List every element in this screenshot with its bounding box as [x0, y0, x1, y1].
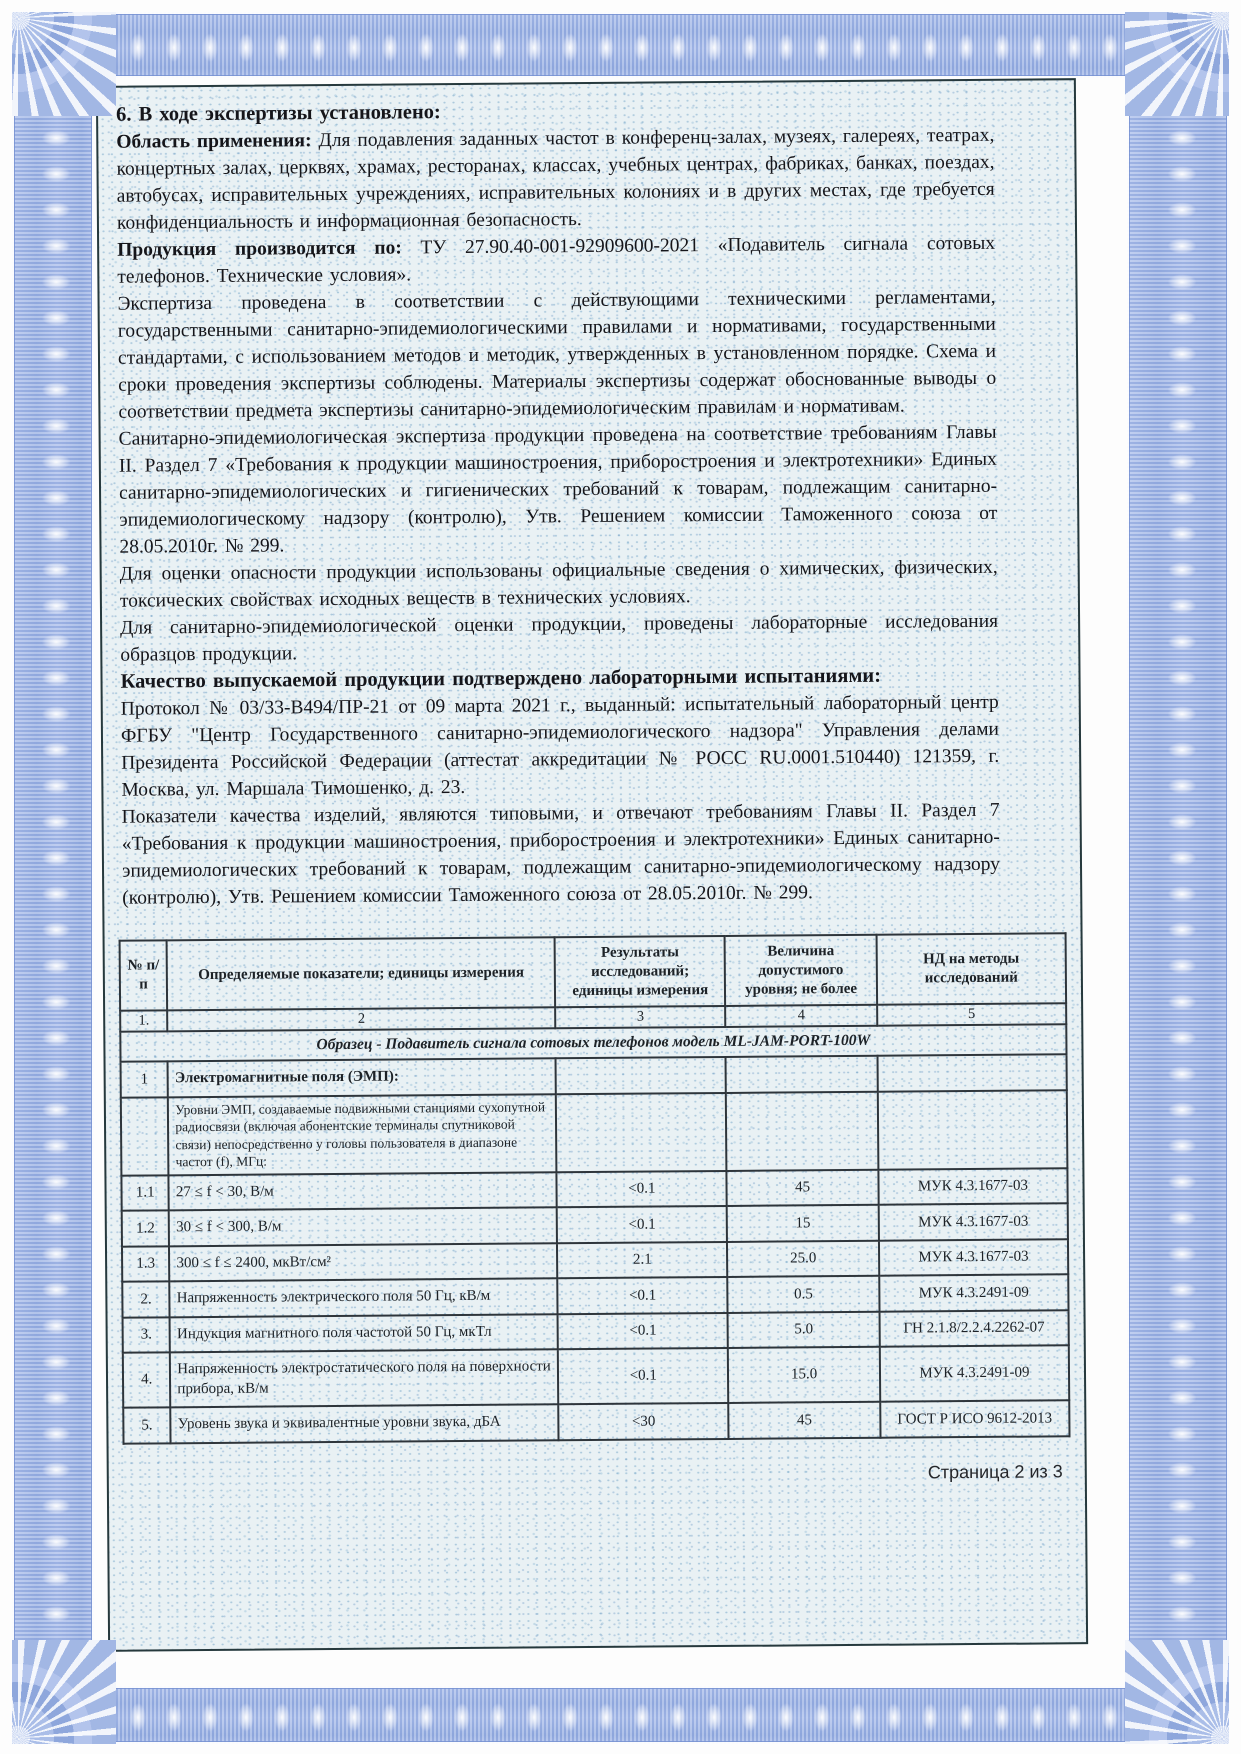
cell-indicator: Индукция магнитного поля частотой 50 Гц, мкТл [170, 1314, 558, 1353]
cell-result: <0.1 [558, 1313, 729, 1350]
column-header-num: № п/п [120, 940, 168, 1011]
results-table-wrap [104, 910, 1084, 1445]
cell-num: 3. [123, 1317, 171, 1353]
production-lead: Продукция производится по: [117, 237, 402, 261]
cell-nd [878, 1090, 1068, 1170]
cell-nd: ГН 2.1.8/2.2.4.2262-07 [879, 1310, 1068, 1347]
column-header-limit: Величина допустимого уровня; не более [725, 935, 877, 1006]
column-number: 2 [167, 1008, 555, 1032]
paragraph-quality-indicators: Показатели качества изделий, являются типовыми, и отвечают требованиям Главы II. Раздел 7 «Требования к продукции машиностроения, приборостроения и электротехники» Единых санитарно-эпидемиологических требований к товарам, подлежащим санитарно-эпидемиологическому надзору (контролю), Утв. Решением комиссии Таможенного союза от 28.05.2010г. № 299. [121, 799, 1001, 909]
page-number: Страница 2 из 3 [927, 1461, 1063, 1483]
column-header-nd: НД на методы исследований [876, 933, 1066, 1005]
column-number: 5 [877, 1004, 1066, 1026]
cell-indicator: Уровень звука и эквивалентные уровни звука, дБА [171, 1405, 559, 1444]
cell-nd [877, 1055, 1066, 1092]
cell-num: 2. [122, 1282, 170, 1318]
cell-num: 4. [123, 1353, 171, 1408]
guilloche-border-left [12, 12, 94, 1744]
expertise-text [98, 80, 1080, 918]
table-header-row [120, 933, 1067, 1011]
cell-nd: МУК 4.3.2491-09 [879, 1275, 1068, 1312]
cell-indicator: Уровни ЭМП, создаваемые подвижными станциями сухопутной радиосвязи (включая абонентские терминалы спутниковой связи) непосредственно у головы пользователя в диапазоне частот (f), МГц: [168, 1094, 556, 1175]
quality-heading: Качество выпускаемой продукции подтверждено лабораторными испытаниями: [120, 664, 882, 693]
cell-num: 1.2 [122, 1211, 170, 1247]
column-number: 1. [120, 1011, 167, 1032]
cell-result [556, 1057, 727, 1094]
paragraph-lab-research: Для санитарно-эпидемиологической оценки продукции, проведены лабораторные исследования образцов продукции. [120, 610, 999, 666]
cell-indicator: Напряженность электростатического поля на поверхности прибора, кВ/м [170, 1350, 558, 1408]
cell-result: <0.1 [557, 1277, 728, 1314]
paragraph-scope [116, 122, 995, 237]
guilloche-corner-ornament [12, 1640, 116, 1744]
cell-limit: 15 [727, 1205, 879, 1242]
cell-num: 1.3 [122, 1246, 170, 1282]
cell-limit: 0.5 [728, 1276, 880, 1313]
paragraph-hazard-assessment: Для оценки опасности продукции использованы официальные сведения о химических, физических, токсических свойствах исходных веществ в технических условиях. [119, 556, 998, 612]
guilloche-border-right [1127, 12, 1229, 1744]
table-row [121, 1090, 1068, 1176]
cell-limit: 45 [727, 1170, 879, 1207]
column-number: 3 [555, 1006, 725, 1028]
cell-nd: МУК 4.3.1677-03 [878, 1168, 1067, 1205]
cell-result: <30 [558, 1403, 729, 1440]
cell-nd: МУК 4.3.1677-03 [879, 1239, 1068, 1276]
paragraph-expertise-procedure: Экспертиза проведена в соответствии с действующими техническими регламентами, государственными санитарно-эпидемиологическими правилами и нормативами, государственными стандартами, с использованием методов и методик, утвержденных в установленном порядке. Схема и сроки проведения экспертизы соблюдены. Материалы экспертизы содержат обоснованные выводы о соответствии предмета экспертизы санитарно-эпидемиологическим правилам и нормативам. [117, 286, 997, 423]
guilloche-corner-ornament [1125, 1640, 1229, 1744]
cell-limit: 45 [729, 1402, 881, 1439]
cell-result: <0.1 [558, 1348, 729, 1404]
guilloche-corner-ornament [1125, 12, 1229, 116]
cell-num: 1 [121, 1062, 169, 1098]
cell-limit: 15.0 [728, 1347, 880, 1403]
document-content-block [96, 78, 1088, 1652]
cell-nd: МУК 4.3.1677-03 [878, 1204, 1067, 1241]
cell-indicator: Напряженность электрического поля 50 Гц, кВ/м [170, 1279, 558, 1318]
cell-indicator: 30 ≤ f < 300, В/м [169, 1208, 557, 1247]
cell-result: <0.1 [557, 1171, 728, 1208]
sample-label: Образец - Подавитель сигнала сотовых телефонов модель ML-JAM-PORT-100W [120, 1025, 1066, 1062]
production-text: ТУ 27.90.40-001-92909600-2021 «Подавитель сигнала сотовых телефонов. Технические условия». [117, 232, 996, 288]
table-row [123, 1346, 1069, 1408]
cell-indicator: 300 ≤ f ≤ 2400, мкВт/см² [169, 1243, 557, 1282]
cell-num: 1.1 [121, 1175, 169, 1211]
table-row [123, 1401, 1069, 1444]
cell-indicator: 27 ≤ f < 30, В/м [169, 1172, 557, 1211]
paragraph-protocol: Протокол № 03/33-В494/ПР-21 от 09 марта 2021 г., выданный: испытательный лабораторный центр ФГБУ "Центр Государственного санитарно-эпидемиологического надзора" Управления делами Президента Российской Федерации (аттестат аккредитации № РОСС RU.0001.510440) 121359, г. Москва, ул. Маршала Тимошенко, д. 23. [120, 691, 1000, 801]
paragraph-sanitary-expertise: Санитарно-эпидемиологическая экспертиза продукции проведена на соответствие требованиям Главы II. Раздел 7 «Требования к продукции машиностроения, приборостроения и электротехники» Единых санитарно-эпидемиологических и гигиенических требований к товарам, подлежащим санитарно-эпидемиологическому надзору (контролю), Утв. Решением комиссии Таможенного союза от 28.05.2010г. № 299. [118, 421, 998, 558]
cell-result: <0.1 [557, 1206, 728, 1243]
column-header-indicator: Определяемые показатели; единицы измерения [167, 937, 555, 1010]
guilloche-border-top [12, 12, 1229, 78]
cell-limit: 25.0 [727, 1241, 879, 1278]
cell-limit [726, 1056, 878, 1093]
section-6-heading: 6. В ходе экспертизы установлено: [116, 101, 441, 126]
cell-result [556, 1093, 727, 1173]
cell-nd: МУК 4.3.2491-09 [880, 1346, 1070, 1402]
cell-result: 2.1 [557, 1242, 728, 1279]
column-number: 4 [726, 1005, 878, 1027]
scope-text: Для подавления заданных частот в конференц-залах, музеях, галереях, театрах, концертных залах, церквях, храмах, ресторанах, классах, учебных центрах, фабриках, банках, поездах, автобусах, исправительных учреждениях, исправительных колониях и в других местах, где требуется конфиденциальность и информационная безопасность. [116, 124, 995, 234]
results-table [119, 932, 1071, 1444]
guilloche-corner-ornament [12, 12, 116, 116]
scope-lead: Область применения: [116, 130, 312, 153]
cell-nd: ГОСТ Р ИСО 9612-2013 [880, 1401, 1069, 1438]
paragraph-production [117, 230, 995, 291]
guilloche-border-bottom [12, 1686, 1229, 1744]
cell-limit [726, 1092, 878, 1171]
cell-num [121, 1097, 169, 1176]
cell-num: 5. [123, 1408, 171, 1444]
cell-indicator: Электромагнитные поля (ЭМП): [168, 1059, 556, 1098]
cell-limit: 5.0 [728, 1312, 880, 1349]
column-header-result: Результаты исследований; единицы измерения [555, 936, 726, 1008]
